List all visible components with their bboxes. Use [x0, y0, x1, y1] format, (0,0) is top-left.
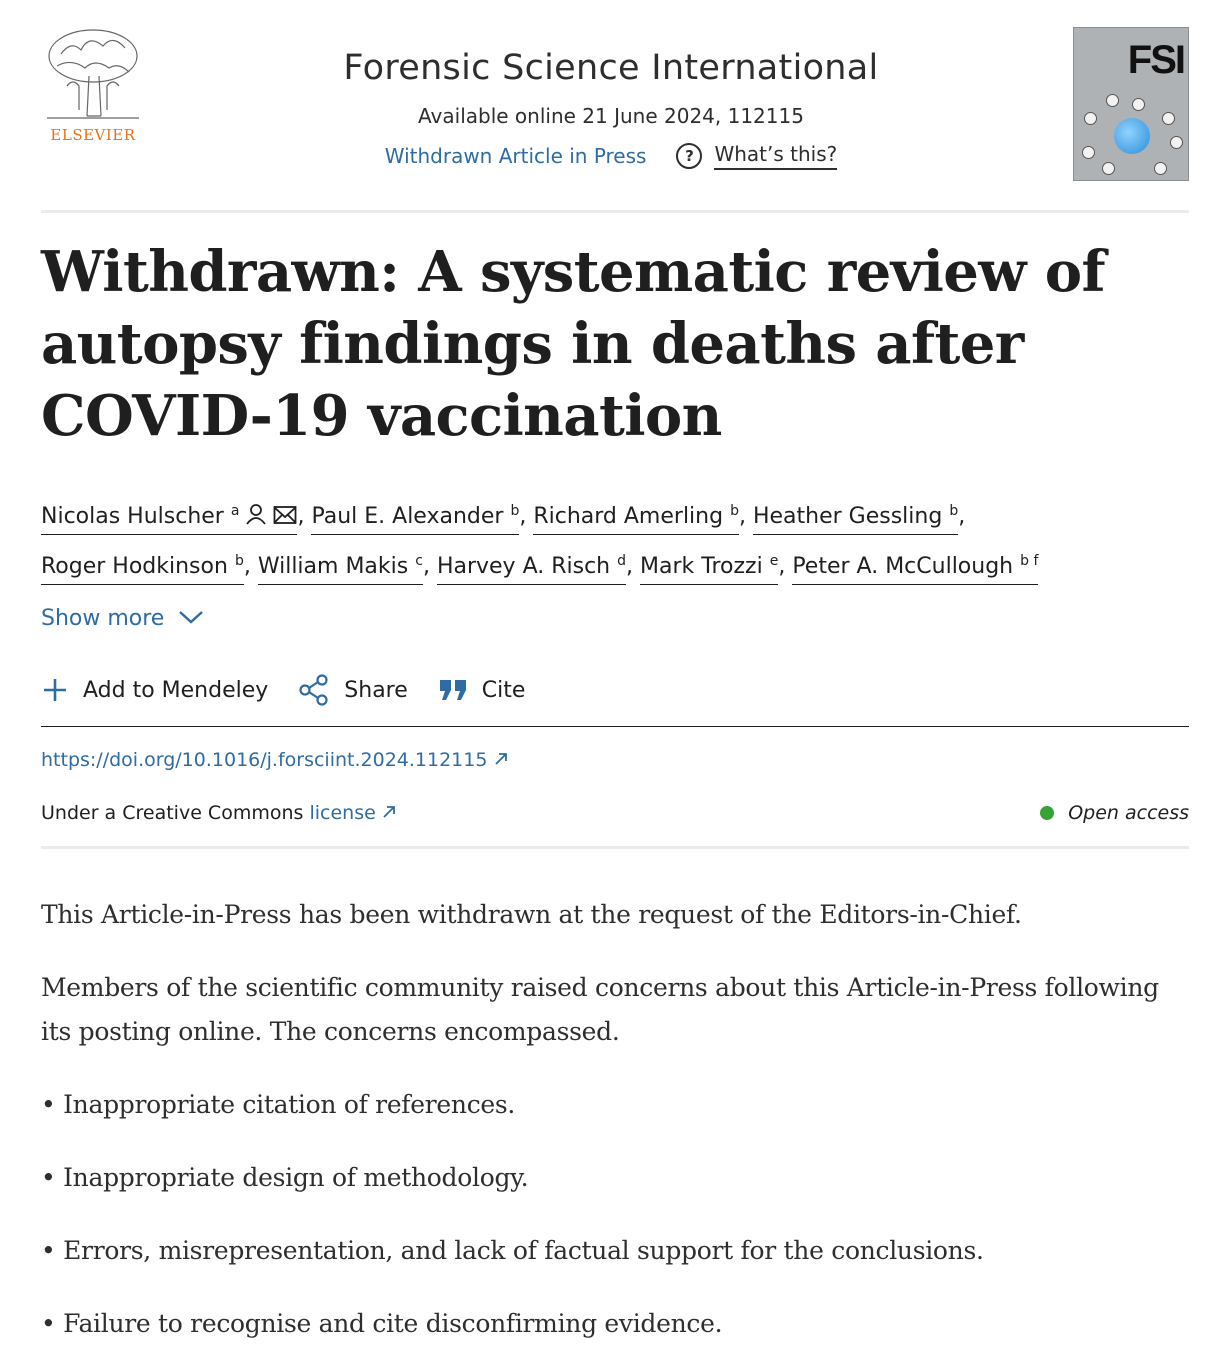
journal-info [221, 20, 1001, 170]
cover-title: FSI [1127, 38, 1184, 82]
author-link[interactable]: Roger Hodkinson $^b$ [41, 554, 244, 585]
withdrawn-status-link[interactable]: Withdrawn Article in Press [384, 144, 647, 168]
show-more-button[interactable] [41, 606, 204, 631]
author-link[interactable]: William Makis $^c$ [258, 554, 423, 585]
cover-icon [1132, 98, 1145, 111]
withdrawal-notice [41, 893, 1189, 1370]
article-title: Withdrawn: A systematic review of autopsy findings in deaths after COVID-19 vaccination [41, 239, 1106, 449]
external-link-icon [494, 749, 508, 771]
cover-icon [1106, 94, 1119, 107]
cover-icon [1082, 146, 1095, 159]
notice-paragraph: Members of the scientific community raised concerns about this Article-in-Press following its posting online. The concerns encompassed. [41, 973, 1159, 1046]
add-to-mendeley-button[interactable] [41, 676, 268, 704]
plus-icon [41, 676, 69, 704]
cover-icon [1170, 136, 1183, 149]
concern-item: • Errors, misrepresentation, and lack of factual support for the conclusions. [41, 1236, 984, 1265]
doi-text: https://doi.org/10.1016/j.forsciint.2024.112115 [41, 749, 488, 771]
open-access-label: Open access [1068, 802, 1189, 824]
notice-paragraph: This Article-in-Press has been withdrawn at the request of the Editors-in-Chief. [41, 900, 1022, 929]
whats-this-link[interactable] [676, 142, 837, 170]
license-info [41, 802, 396, 824]
author-link[interactable]: Richard Amerling $^b$ [533, 504, 739, 535]
person-icon [245, 498, 267, 540]
status-row [221, 142, 1001, 170]
chevron-down-icon [178, 606, 204, 631]
mendeley-label: Add to Mendeley [83, 677, 269, 703]
open-access-dot-icon [1040, 806, 1054, 820]
quote-icon [438, 677, 468, 703]
email-icon [273, 498, 297, 540]
license-prefix: Under a Creative Commons [41, 802, 304, 824]
article-actions [41, 674, 555, 706]
open-access-badge [1040, 802, 1189, 824]
author-link[interactable]: Harvey A. Risch $^d$ [437, 554, 626, 585]
tree-icon [41, 26, 145, 122]
author-link[interactable]: Peter A. McCullough $^{b f}$ [792, 554, 1038, 585]
publisher-name: ELSEVIER [50, 126, 136, 144]
show-more-label: Show more [41, 606, 165, 631]
cover-icon [1154, 162, 1167, 175]
header-divider [41, 210, 1189, 213]
concern-item: • Failure to recognise and cite disconfirming evidence. [41, 1309, 723, 1338]
share-button[interactable] [298, 674, 408, 706]
author-list: Nicolas Hulscher $^a$ , Paul E. Alexander $^b$, Richard Amerling $^b$, Heather Gessling $^b$, Roger Hodkinson $^b$, William Makis $^c$, Harvey A. Risch $^d$, Mark Trozzi $^e$, Peter A. McCullough $^{b f}$ [41, 490, 1189, 588]
journal-cover-image[interactable] [1073, 27, 1189, 181]
journal-header [41, 20, 1189, 212]
external-link-icon [382, 805, 396, 819]
availability-text: Available online 21 June 2024, 112115 [418, 104, 804, 128]
elsevier-logo[interactable] [41, 26, 145, 152]
cite-label: Cite [481, 677, 526, 703]
author-link[interactable]: Mark Trozzi $^e$ [640, 554, 778, 585]
share-label: Share [344, 677, 408, 703]
doi-link[interactable] [41, 749, 508, 771]
actions-divider [41, 726, 1189, 727]
license-link[interactable]: license [309, 802, 395, 824]
concern-item: • Inappropriate design of methodology. [41, 1163, 529, 1192]
concern-item: • Inappropriate citation of references. [41, 1090, 516, 1119]
cover-icon [1162, 112, 1175, 125]
journal-title[interactable]: Forensic Science International [343, 48, 879, 88]
meta-divider [41, 846, 1189, 849]
globe-icon [1114, 118, 1150, 154]
author-link[interactable]: Paul E. Alexander $^b$ [311, 504, 519, 535]
whats-this-label: What’s this? [714, 142, 837, 170]
cover-icon [1084, 112, 1097, 125]
cover-icon [1102, 162, 1115, 175]
author-link[interactable]: Nicolas Hulscher $^a$ [41, 504, 297, 535]
share-icon [298, 674, 330, 706]
cite-button[interactable] [438, 677, 526, 703]
author-link[interactable]: Heather Gessling $^b$ [753, 504, 958, 535]
question-icon: ? [676, 143, 702, 169]
